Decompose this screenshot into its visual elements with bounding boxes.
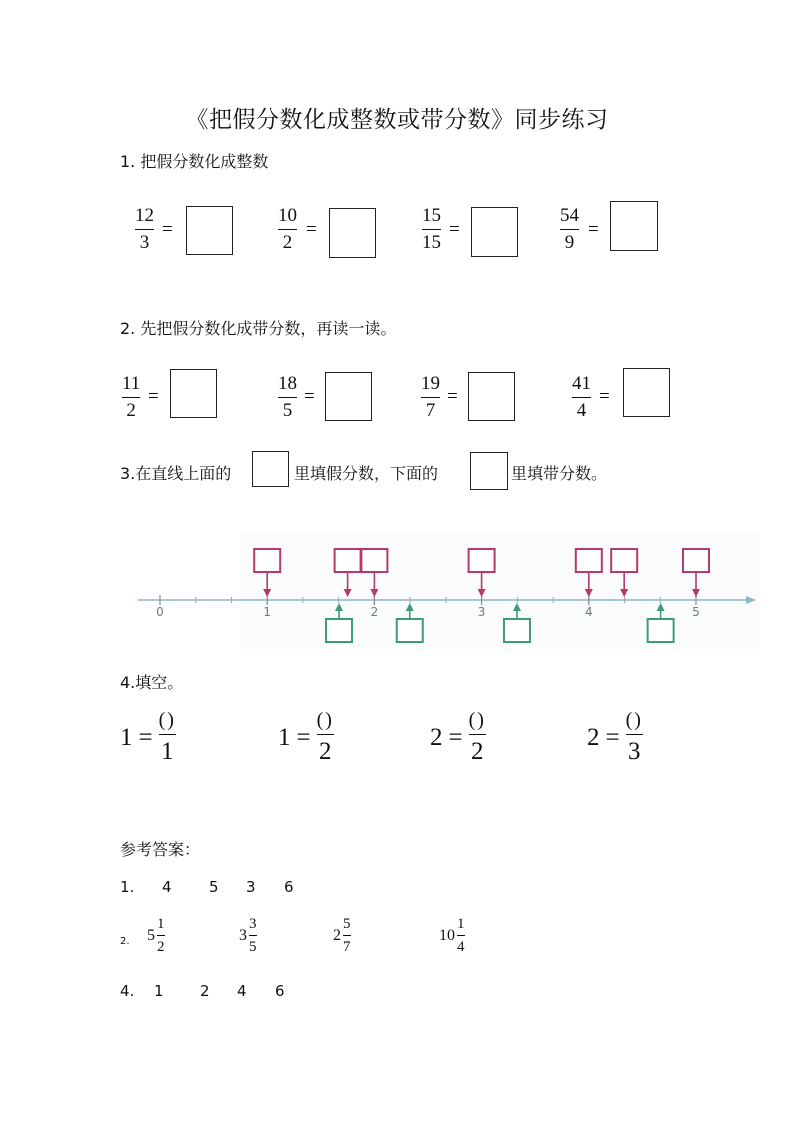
mixed-number: 2 $\frac{5}{7}$	[333, 916, 351, 955]
answer-box[interactable]	[325, 372, 372, 421]
answer-box[interactable]	[623, 368, 670, 417]
q2-heading: 2. 先把假分数化成带分数，再读一读。	[120, 319, 397, 338]
blank-paren[interactable]: ()	[158, 709, 176, 731]
top-answer-box	[335, 549, 361, 572]
equals-sign: =	[162, 219, 173, 240]
top-answer-box	[254, 549, 280, 572]
q3-text-part3: 里填带分数。	[511, 464, 608, 483]
fraction: $\frac{54}{9}$	[560, 205, 579, 253]
inline-box-icon	[252, 451, 289, 487]
q4-item-4	[587, 710, 643, 765]
answer-1-label: 1.	[120, 878, 135, 896]
page-title: 《把假分数化成整数或带分数》同步练习	[185, 107, 609, 133]
q1-item-2	[278, 206, 297, 254]
inline-box-icon	[470, 452, 508, 490]
blank-paren[interactable]: ()	[468, 709, 486, 731]
answer-4-value: 1	[154, 982, 164, 1000]
answer-box[interactable]	[186, 206, 233, 255]
top-answer-box	[683, 549, 709, 572]
q1-heading: 1. 把假分数化成整数	[120, 152, 269, 171]
q4-item-1	[120, 710, 176, 765]
fraction: $\frac{41}{4}$	[572, 373, 591, 421]
fraction: () 3	[625, 709, 643, 765]
fraction: () 2	[468, 709, 486, 765]
top-answer-box	[611, 549, 637, 572]
answers-heading: 参考答案：	[120, 840, 201, 859]
whole-number: 2	[430, 723, 443, 751]
equals-sign: =	[448, 723, 463, 751]
mixed-number: 5 $\frac{1}{2}$	[147, 916, 165, 955]
answer-box[interactable]	[610, 201, 658, 251]
equals-sign: =	[148, 386, 159, 407]
bottom-answer-box	[397, 619, 423, 642]
bottom-answer-box	[326, 619, 352, 642]
answer-1-value: 3	[246, 878, 256, 896]
answer-1-value: 4	[162, 878, 172, 896]
q3-text-part1: 3.在直线上面的	[120, 464, 232, 483]
bottom-answer-box	[504, 619, 530, 642]
answer-box[interactable]	[471, 207, 518, 257]
q1-item-4	[560, 206, 579, 254]
top-answer-box	[469, 549, 495, 572]
q4-heading: 4.填空。	[120, 673, 184, 692]
tick-label: 2	[370, 605, 379, 619]
answer-box[interactable]	[170, 369, 217, 418]
equals-sign: =	[296, 723, 311, 751]
q3-text-part2: 里填假分数，下面的	[294, 464, 439, 483]
answer-1-value: 6	[284, 878, 294, 896]
equals-sign: =	[447, 386, 458, 407]
top-answer-box	[361, 549, 387, 572]
q1-item-3	[422, 206, 441, 254]
equals-sign: =	[588, 219, 599, 240]
mixed-number: 10 $\frac{1}{4}$	[439, 916, 465, 955]
blank-paren[interactable]: ()	[316, 709, 334, 731]
tick-label: 3	[477, 605, 486, 619]
fraction: $\frac{12}{3}$	[135, 205, 154, 253]
q2-item-4	[572, 374, 591, 422]
tick-label: 5	[692, 605, 700, 619]
fraction: $\frac{10}{2}$	[278, 205, 297, 253]
fraction: () 1	[158, 709, 176, 765]
answer-4-value: 4	[237, 982, 247, 1000]
answer-4-value: 6	[275, 982, 285, 1000]
equals-sign: =	[605, 723, 620, 751]
equals-sign: =	[599, 386, 610, 407]
whole-number: 1	[278, 723, 291, 751]
bottom-answer-box	[648, 619, 674, 642]
q4-item-3	[430, 710, 486, 765]
answer-4-value: 2	[200, 982, 210, 1000]
q2-item-2	[278, 374, 297, 422]
equals-sign: =	[306, 219, 317, 240]
q2-item-3	[421, 374, 440, 422]
answer-box[interactable]	[329, 208, 376, 258]
fraction: () 2	[316, 709, 334, 765]
tick-label: 0	[156, 605, 164, 619]
answer-1-value: 5	[209, 878, 219, 896]
fraction: $\frac{15}{15}$	[422, 205, 441, 253]
blank-paren[interactable]: ()	[625, 709, 643, 731]
tick-label: 4	[584, 605, 593, 619]
q2-item-1	[122, 374, 140, 422]
fraction: $\frac{18}{5}$	[278, 373, 297, 421]
equals-sign: =	[138, 723, 153, 751]
whole-number: 1	[120, 723, 133, 751]
answer-box[interactable]	[468, 372, 515, 421]
whole-number: 2	[587, 723, 600, 751]
q1-item-1	[135, 206, 154, 254]
mixed-number: 3 $\frac{3}{5}$	[239, 916, 257, 955]
answer-2-label: 2.	[120, 936, 130, 947]
equals-sign: =	[449, 219, 460, 240]
fraction: $\frac{19}{7}$	[421, 373, 440, 421]
q4-item-2	[278, 710, 334, 765]
top-answer-box	[576, 549, 602, 572]
number-line	[0, 530, 794, 655]
equals-sign: =	[304, 386, 315, 407]
answer-4-label: 4.	[120, 982, 135, 1000]
fraction: $\frac{11}{2}$	[122, 373, 141, 421]
tick-label: 1	[263, 605, 272, 619]
